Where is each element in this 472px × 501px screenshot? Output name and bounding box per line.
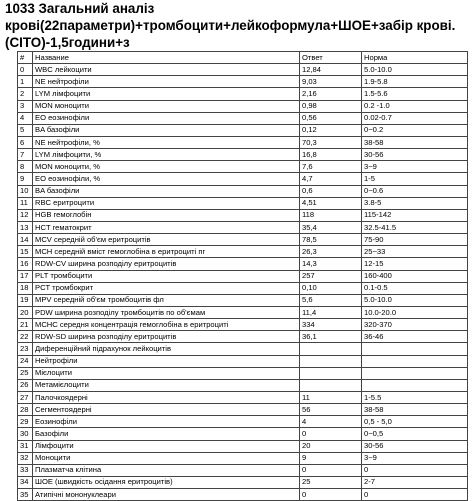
table-row: [18, 209, 468, 221]
row-answer: 118: [300, 209, 362, 221]
row-name: MON моноцити, %: [33, 161, 300, 173]
row-answer: 2,16: [300, 88, 362, 100]
row-number: 11: [18, 197, 33, 209]
row-answer: 56: [300, 404, 362, 416]
row-number: 10: [18, 185, 33, 197]
row-norm: [362, 355, 468, 367]
row-answer: [300, 367, 362, 379]
row-norm: 0~0.6: [362, 185, 468, 197]
row-number: 7: [18, 149, 33, 161]
row-name: MCHC середня концентрація гемоглобіна в еритроциті: [33, 319, 300, 331]
row-name: Палочкоядерні: [33, 391, 300, 403]
row-norm: 30-56: [362, 440, 468, 452]
row-answer: 4,51: [300, 197, 362, 209]
table-row: [18, 270, 468, 282]
row-norm: 5.0-10.0: [362, 294, 468, 306]
row-answer: 0: [300, 428, 362, 440]
row-name: HCT гематокрит: [33, 221, 300, 233]
table-row: [18, 124, 468, 136]
row-number: 5: [18, 124, 33, 136]
row-number: 23: [18, 343, 33, 355]
row-norm: 0.02-0.7: [362, 112, 468, 124]
row-number: 14: [18, 234, 33, 246]
row-name: EO еозинофіли: [33, 112, 300, 124]
row-norm: 3.8-5: [362, 197, 468, 209]
table-row: [18, 343, 468, 355]
row-answer: [300, 355, 362, 367]
table-body: [18, 64, 468, 501]
row-number: 34: [18, 476, 33, 488]
row-name: MON моноцити: [33, 100, 300, 112]
table-row: [18, 489, 468, 501]
row-norm: 115-142: [362, 209, 468, 221]
row-number: 25: [18, 367, 33, 379]
row-norm: 38-58: [362, 136, 468, 148]
row-answer: 0,56: [300, 112, 362, 124]
row-answer: 26,3: [300, 246, 362, 258]
row-answer: 78,5: [300, 234, 362, 246]
row-name: MCH середній вміст гемоглобіна в еритроциті пг: [33, 246, 300, 258]
table-row: [18, 173, 468, 185]
table-row: [18, 404, 468, 416]
row-answer: 0,98: [300, 100, 362, 112]
table-row: [18, 464, 468, 476]
row-number: 16: [18, 258, 33, 270]
row-name: BA базофіли: [33, 185, 300, 197]
row-norm: 320-370: [362, 319, 468, 331]
row-answer: 9: [300, 452, 362, 464]
row-norm: 25~33: [362, 246, 468, 258]
row-norm: 1-5: [362, 173, 468, 185]
row-answer: 0,12: [300, 124, 362, 136]
row-norm: 160-400: [362, 270, 468, 282]
row-name: PCT тромбокрит: [33, 282, 300, 294]
row-number: 29: [18, 416, 33, 428]
table-row: [18, 319, 468, 331]
row-name: NE нейтрофіли: [33, 76, 300, 88]
row-number: 15: [18, 246, 33, 258]
row-answer: 14,3: [300, 258, 362, 270]
row-number: 0: [18, 64, 33, 76]
row-name: RBC еритроцити: [33, 197, 300, 209]
table-row: [18, 246, 468, 258]
row-norm: [362, 367, 468, 379]
table-header-row: [18, 52, 468, 64]
table-row: [18, 476, 468, 488]
row-answer: 257: [300, 270, 362, 282]
row-answer: 70,3: [300, 136, 362, 148]
row-number: 12: [18, 209, 33, 221]
row-answer: 5,6: [300, 294, 362, 306]
row-number: 32: [18, 452, 33, 464]
row-name: MPV середній об'єм тромбоцитів фл: [33, 294, 300, 306]
row-name: Метамієлоцити: [33, 379, 300, 391]
table-row: [18, 234, 468, 246]
table-row: [18, 379, 468, 391]
row-norm: 1.5-5.6: [362, 88, 468, 100]
row-number: 28: [18, 404, 33, 416]
row-answer: 35,4: [300, 221, 362, 233]
table-row: [18, 440, 468, 452]
table-row: [18, 294, 468, 306]
table-row: [18, 149, 468, 161]
header-norm: Норма: [362, 52, 468, 64]
row-name: Мієлоцити: [33, 367, 300, 379]
table-row: [18, 428, 468, 440]
table-row: [18, 161, 468, 173]
row-number: 8: [18, 161, 33, 173]
table-row: [18, 452, 468, 464]
row-norm: 75-90: [362, 234, 468, 246]
row-norm: 12-15: [362, 258, 468, 270]
table-row: [18, 282, 468, 294]
row-number: 26: [18, 379, 33, 391]
table-row: [18, 331, 468, 343]
row-number: 17: [18, 270, 33, 282]
row-number: 18: [18, 282, 33, 294]
title-line-3: (CITO)-1,5години+з: [5, 35, 130, 50]
row-answer: 4,7: [300, 173, 362, 185]
row-name: Еозинофіли: [33, 416, 300, 428]
row-answer: 25: [300, 476, 362, 488]
row-norm: 3~9: [362, 452, 468, 464]
row-name: LYM лімфоцити: [33, 88, 300, 100]
row-answer: 7,6: [300, 161, 362, 173]
row-answer: [300, 379, 362, 391]
row-name: Сегментоядерні: [33, 404, 300, 416]
row-answer: 334: [300, 319, 362, 331]
row-name: HGB гемоглобін: [33, 209, 300, 221]
table-row: [18, 76, 468, 88]
header-name: Название: [33, 52, 300, 64]
header-number: #: [18, 52, 33, 64]
row-name: Диференційний підрахунок лейкоцитів: [33, 343, 300, 355]
table-row: [18, 64, 468, 76]
row-number: 13: [18, 221, 33, 233]
row-norm: 2-7: [362, 476, 468, 488]
table-row: [18, 416, 468, 428]
row-number: 22: [18, 331, 33, 343]
table-row: [18, 258, 468, 270]
table-row: [18, 197, 468, 209]
row-number: 2: [18, 88, 33, 100]
row-answer: [300, 343, 362, 355]
row-number: 20: [18, 306, 33, 318]
row-answer: 16,8: [300, 149, 362, 161]
row-name: BA базофіли: [33, 124, 300, 136]
table-row: [18, 185, 468, 197]
row-norm: 38-58: [362, 404, 468, 416]
row-number: 27: [18, 391, 33, 403]
row-answer: 0: [300, 464, 362, 476]
row-norm: 5.0-10.0: [362, 64, 468, 76]
row-norm: 3~9: [362, 161, 468, 173]
row-norm: 0.2 -1.0: [362, 100, 468, 112]
row-name: LYM лімфоцити, %: [33, 149, 300, 161]
table-row: [18, 391, 468, 403]
table-row: [18, 136, 468, 148]
row-name: Плазматча клітина: [33, 464, 300, 476]
row-number: 3: [18, 100, 33, 112]
row-norm: 1.9-5.8: [362, 76, 468, 88]
row-answer: 0,10: [300, 282, 362, 294]
row-name: EO еозинофіли, %: [33, 173, 300, 185]
row-name: RDW-CV ширина розподілу еритроцитів: [33, 258, 300, 270]
row-norm: 0,5 - 5,0: [362, 416, 468, 428]
row-norm: 1-5.5: [362, 391, 468, 403]
row-answer: 20: [300, 440, 362, 452]
row-norm: [362, 343, 468, 355]
row-number: 4: [18, 112, 33, 124]
row-number: 30: [18, 428, 33, 440]
row-number: 1: [18, 76, 33, 88]
row-answer: 0,6: [300, 185, 362, 197]
table-row: [18, 355, 468, 367]
table-row: [18, 100, 468, 112]
row-name: MCV середній об'єм еритроцитів: [33, 234, 300, 246]
results-table: [17, 51, 468, 501]
row-name: WBC лейкоцити: [33, 64, 300, 76]
row-norm: 10.0-20.0: [362, 306, 468, 318]
table-row: [18, 221, 468, 233]
title-line-2: крові(22параметри)+тромбоцити+лейкоформула+ШОЕ+забір крові.: [5, 18, 456, 33]
row-number: 19: [18, 294, 33, 306]
row-name: Атипічні мононуклеари: [33, 489, 300, 501]
row-norm: 0~0,5: [362, 428, 468, 440]
row-norm: 0~0.2: [362, 124, 468, 136]
table-row: [18, 306, 468, 318]
row-number: 9: [18, 173, 33, 185]
table-row: [18, 112, 468, 124]
row-number: 35: [18, 489, 33, 501]
row-number: 31: [18, 440, 33, 452]
table-row: [18, 367, 468, 379]
row-name: PDW ширина розподілу тромбоцитів по об'ємам: [33, 306, 300, 318]
row-norm: [362, 379, 468, 391]
row-number: 33: [18, 464, 33, 476]
table-row: [18, 88, 468, 100]
row-norm: 36-46: [362, 331, 468, 343]
row-answer: 9,03: [300, 76, 362, 88]
row-answer: 11,4: [300, 306, 362, 318]
row-norm: 30-56: [362, 149, 468, 161]
report-title: [0, 0, 472, 51]
row-norm: 0: [362, 489, 468, 501]
row-norm: 0: [362, 464, 468, 476]
row-name: Нейтрофіли: [33, 355, 300, 367]
row-answer: 0: [300, 489, 362, 501]
row-name: RDW-SD ширина розподілу еритроцитів: [33, 331, 300, 343]
row-name: NE нейтрофіли, %: [33, 136, 300, 148]
row-answer: 36,1: [300, 331, 362, 343]
row-answer: 4: [300, 416, 362, 428]
row-answer: 12,84: [300, 64, 362, 76]
row-name: ШОЕ (швидкість осідання еритроцитів): [33, 476, 300, 488]
title-line-1: 1033 Загальний аналіз: [5, 1, 155, 16]
row-norm: 0.1-0.5: [362, 282, 468, 294]
header-answer: Ответ: [300, 52, 362, 64]
row-number: 6: [18, 136, 33, 148]
row-name: Моноцити: [33, 452, 300, 464]
row-number: 24: [18, 355, 33, 367]
row-norm: 32.5-41.5: [362, 221, 468, 233]
row-name: Базофіли: [33, 428, 300, 440]
row-number: 21: [18, 319, 33, 331]
row-answer: 11: [300, 391, 362, 403]
row-name: PLT тромбоцити: [33, 270, 300, 282]
row-name: Лімфоцити: [33, 440, 300, 452]
